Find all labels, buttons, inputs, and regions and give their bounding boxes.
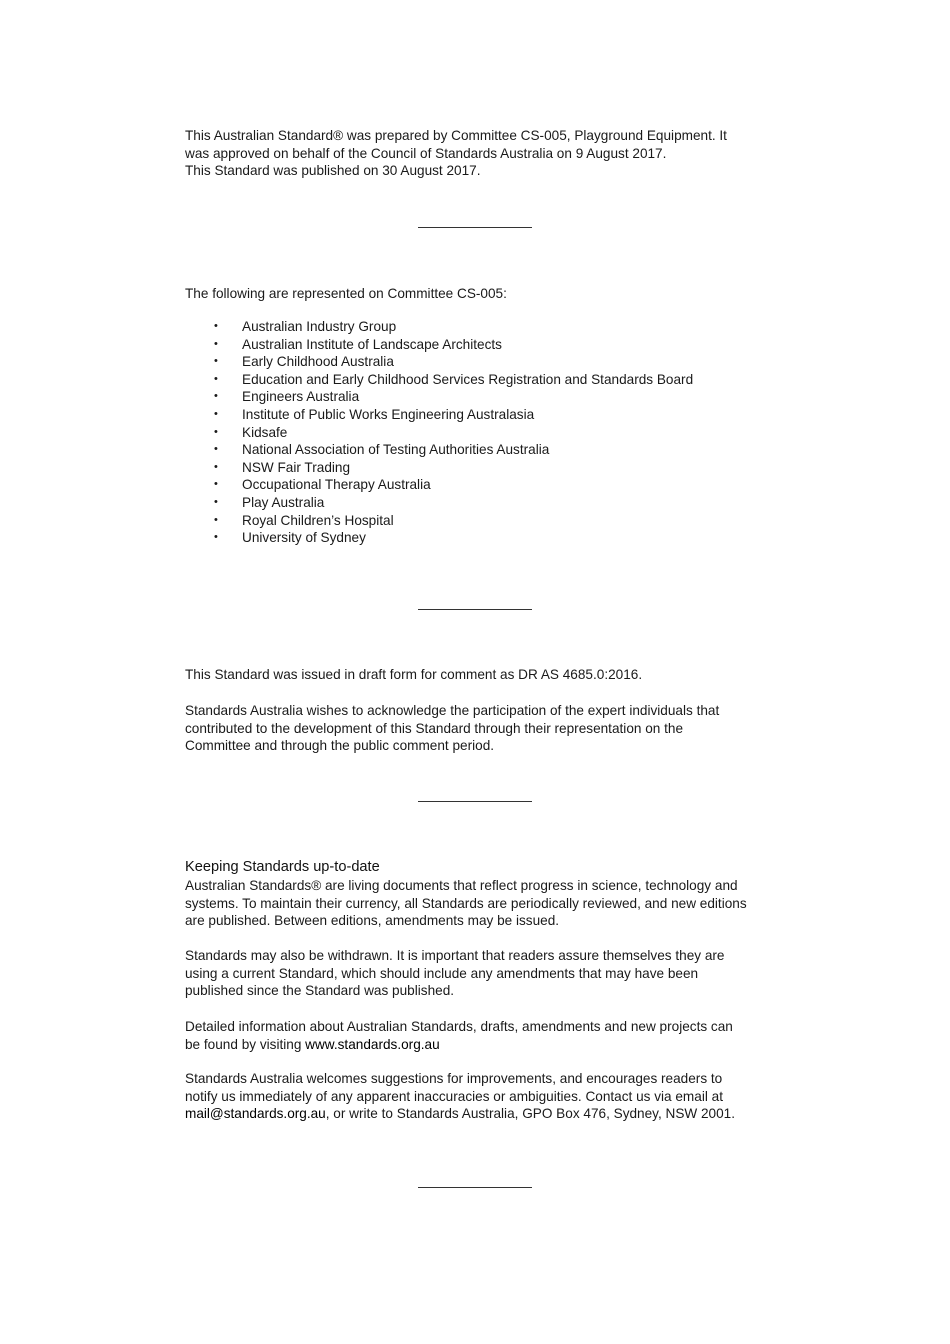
paragraph-line: notify us immediately of any apparent inaccuracies or ambiguities. Contact us via email at [185,1088,723,1104]
member-name: Education and Early Childhood Services Registration and Standards Board [242,371,694,387]
bullet-icon: • [214,372,218,385]
section-heading: Keeping Standards up-to-date [185,859,380,875]
bullet-icon: • [214,531,218,544]
keeping-paragraph-3 [185,1018,775,1053]
bullet-icon: • [214,425,218,438]
paragraph-line: Standards may also be withdrawn. It is important that readers assure themselves they are [185,948,725,963]
draft-issued-paragraph [185,666,775,684]
bullet-icon: • [214,460,218,473]
committee-member-list [185,318,775,547]
bullet-icon: • [214,443,218,456]
paragraph-line: Australian Standards® are living documents that reflect progress in science, technology and [185,878,738,893]
paragraph-line [185,1036,775,1054]
bullet-icon: • [214,355,218,368]
paragraph-line: Standards Australia welcomes suggestions for improvements, and encourages readers to [185,1071,723,1086]
preparation-line: This Standard was published on 30 August 2017. [185,163,481,178]
paragraph-line: using a current Standard, which should include any amendments that may have been [185,965,699,981]
committee-intro [185,285,775,303]
list-item [185,388,775,406]
section-divider [418,1187,532,1188]
paragraph-line [185,1105,775,1123]
acknowledgement-paragraph [185,702,775,755]
preparation-paragraph [185,127,775,180]
bullet-icon: • [214,495,218,508]
member-name: National Association of Testing Authorities Australia [242,442,550,458]
keeping-paragraph-1 [185,877,775,930]
preparation-line: This Australian Standard® was prepared by Committee CS-005, Playground Equipment. It [185,128,727,143]
keeping-standards-section [185,858,775,876]
paragraph-line: published since the Standard was published. [185,983,455,998]
keeping-paragraph-4 [185,1070,775,1123]
bullet-icon: • [214,390,218,403]
section-divider [418,801,532,802]
acknowledgement-line: Committee and through the public comment period. [185,738,495,753]
list-item [185,318,775,336]
list-item [185,476,775,494]
committee-intro-text: The following are represented on Committee CS-005: [185,286,507,301]
list-item [185,353,775,371]
list-item [185,459,775,477]
member-name: Royal Children’s Hospital [242,512,394,528]
section-divider [418,227,532,228]
committee-member-list-wrapper [185,318,775,547]
member-name: Engineers Australia [242,389,360,405]
paragraph-line: systems. To maintain their currency, all Standards are periodically reviewed, and new editions [185,895,747,911]
list-item [185,441,775,459]
member-name: Institute of Public Works Engineering Australasia [242,406,535,422]
member-name: Play Australia [242,494,325,510]
website-link[interactable]: www.standards.org.au [305,1036,440,1052]
member-name: University of Sydney [242,530,366,546]
member-name: Occupational Therapy Australia [242,477,431,493]
paragraph-text: , or write to Standards Australia, GPO Box 476, Sydney, NSW 2001. [325,1106,736,1121]
section-divider [418,609,532,610]
email-link[interactable]: mail@standards.org.au [185,1106,326,1121]
list-item [185,406,775,424]
list-item [185,371,775,389]
member-name: Kidsafe [242,424,288,440]
member-name: Early Childhood Australia [242,354,394,370]
list-item [185,494,775,512]
acknowledgement-line: contributed to the development of this Standard through their representation on the [185,720,684,736]
paragraph-text: be found by visiting [185,1036,306,1052]
bullet-icon: • [214,337,218,350]
draft-issued-text: This Standard was issued in draft form for comment as DR AS 4685.0:2016. [185,667,643,682]
list-item [185,512,775,530]
member-name: NSW Fair Trading [242,459,351,475]
bullet-icon: • [214,513,218,526]
list-item [185,336,775,354]
preparation-line: was approved on behalf of the Council of Standards Australia on 9 August 2017. [185,145,667,161]
bullet-icon: • [214,407,218,420]
bullet-icon: • [214,320,218,332]
bullet-icon: • [214,478,218,491]
list-item [185,424,775,442]
paragraph-line: are published. Between editions, amendments may be issued. [185,913,560,928]
member-name: Australian Industry Group [242,319,397,334]
acknowledgement-line: Standards Australia wishes to acknowledge the participation of the expert individuals that [185,703,720,718]
member-name: Australian Institute of Landscape Architects [242,336,502,352]
paragraph-line: Detailed information about Australian Standards, drafts, amendments and new projects can [185,1019,733,1034]
list-item [185,529,775,547]
keeping-paragraph-2 [185,947,775,1000]
